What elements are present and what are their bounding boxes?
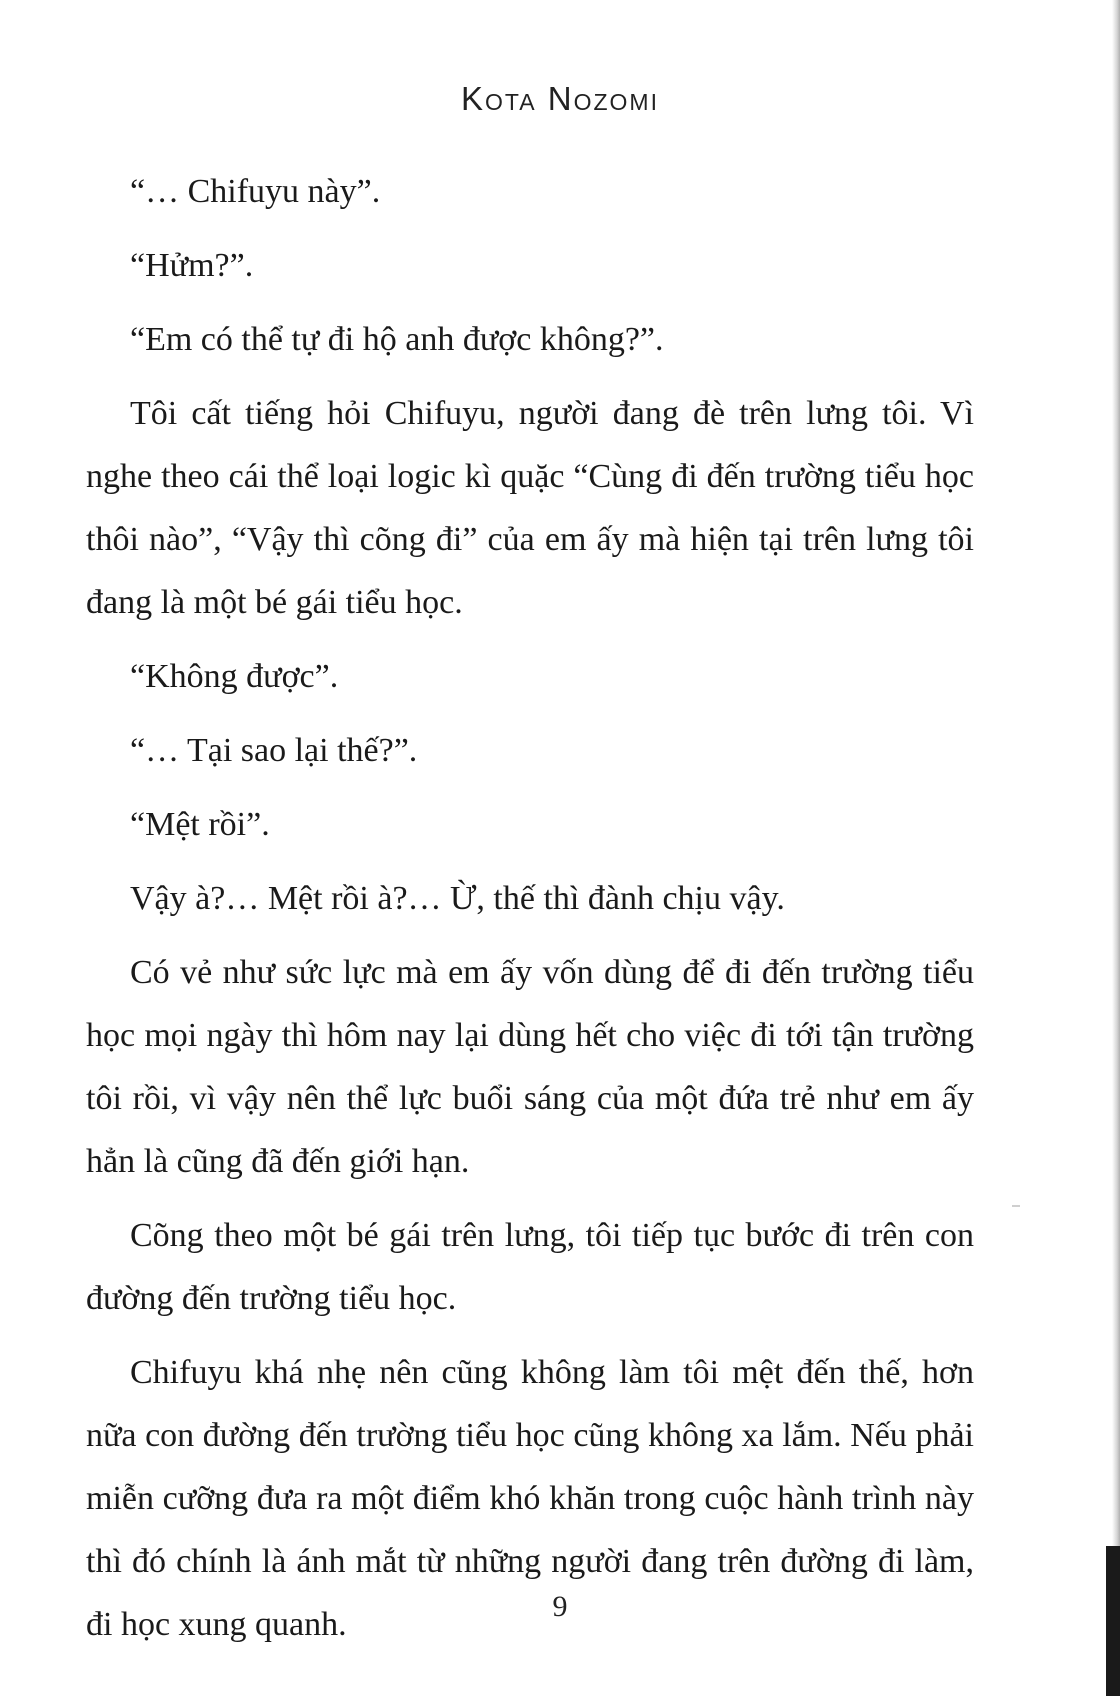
paragraph-9: Có vẻ như sức lực mà em ấy vốn dùng để đi đến trường tiểu học mọi ngày thì hôm nay lại dùng hết cho việc đi tới tận trường tôi rồi, vì vậy nên thể lực buổi sáng của một đứa trẻ như em ấy hẳn là cũng đã đến giới hạn. bbox=[86, 954, 974, 1180]
paragraph-1: “… Chifuyu này”. bbox=[130, 173, 381, 210]
body-text bbox=[86, 160, 974, 1667]
scan-speck bbox=[1012, 1205, 1020, 1207]
paragraph-3: “Em có thể tự đi hộ anh được không?”. bbox=[130, 321, 664, 358]
page-number: 9 bbox=[552, 1590, 568, 1623]
paragraph-11: Chifuyu khá nhẹ nên cũng không làm tôi mệt đến thế, hơn nữa con đường đến trường tiểu học cũng không xa lắm. Nếu phải miễn cưỡng đưa ra một điểm khó khăn trong cuộc hành trình này thì đó chính là ánh mắt từ những người đang trên đường đi làm, đi học xung quanh. bbox=[86, 1354, 974, 1643]
page-edge-shadow bbox=[1112, 0, 1120, 1696]
paragraph-8: Vậy à?… Mệt rồi à?… Ừ, thế thì đành chịu vậy. bbox=[130, 880, 785, 917]
paragraph-6: “… Tại sao lại thế?”. bbox=[130, 732, 418, 769]
running-head: Kota Nozomi bbox=[461, 80, 659, 117]
paragraph-10: Cõng theo một bé gái trên lưng, tôi tiếp tục bước đi trên con đường đến trường tiểu học. bbox=[86, 1217, 974, 1317]
paragraph-7: “Mệt rồi”. bbox=[130, 806, 270, 843]
paragraph-4: Tôi cất tiếng hỏi Chifuyu, người đang đè trên lưng tôi. Vì nghe theo cái thể loại logic kì quặc “Cùng đi đến trường tiểu học thôi nào”, “Vậy thì cõng đi” của em ấy mà hiện tại trên lưng tôi đang là một bé gái tiểu học. bbox=[86, 395, 974, 621]
paragraph-2: “Hửm?”. bbox=[130, 247, 254, 284]
paragraph-5: “Không được”. bbox=[130, 658, 339, 695]
